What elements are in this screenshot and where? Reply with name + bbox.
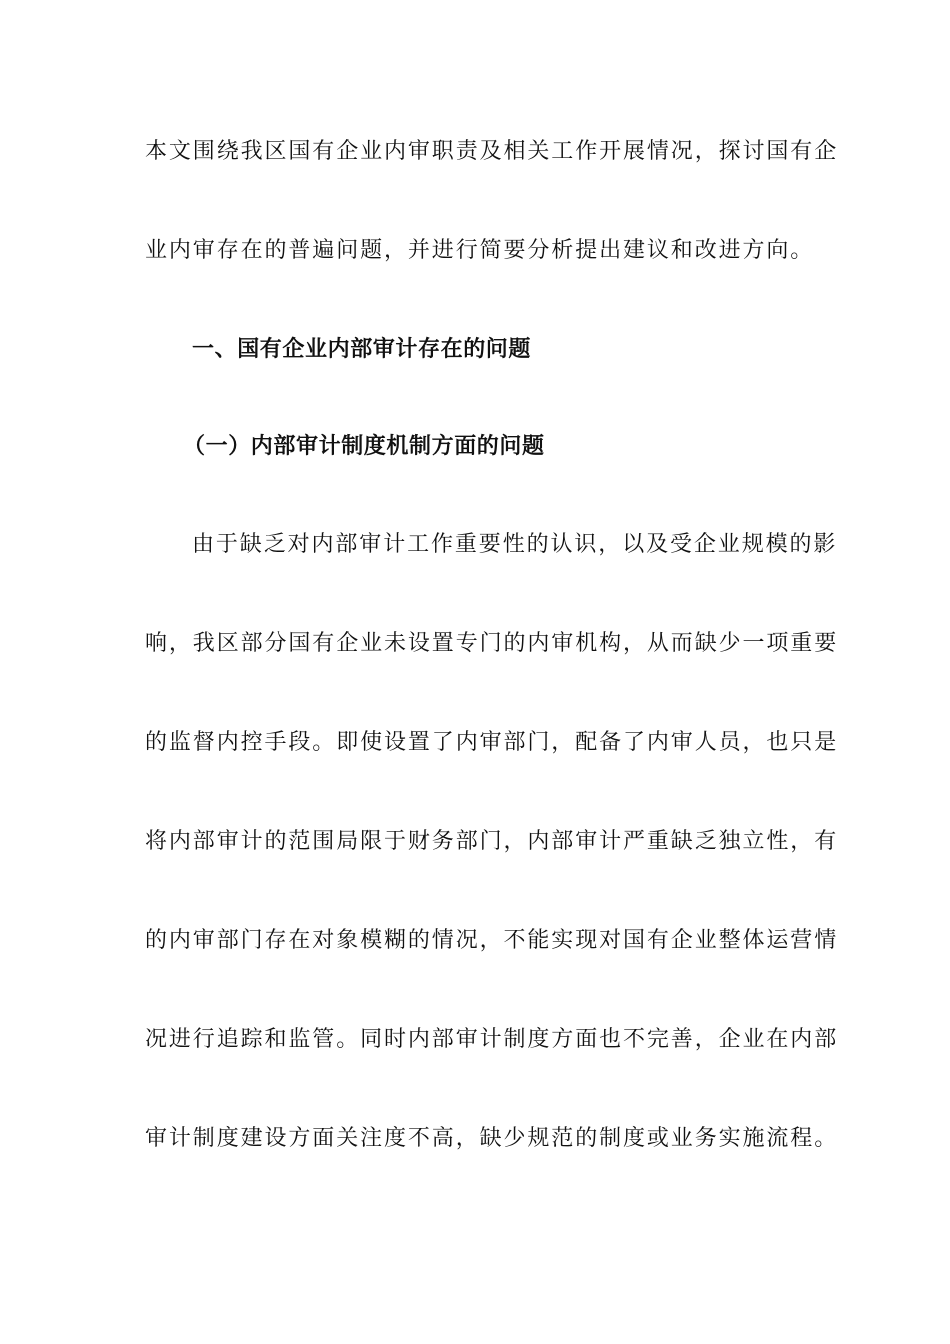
body-line-3: 的监督内控手段。即使设置了内审部门，配备了内审人员，也只是	[145, 730, 839, 755]
body-line-2: 响，我区部分国有企业未设置专门的内审机构，从而缺少一项重要	[145, 631, 839, 656]
subsection-heading: （一）内部审计制度机制方面的问题	[183, 433, 545, 459]
body-line-4: 将内部审计的范围局限于财务部门，内部审计严重缺乏独立性，有	[145, 829, 839, 854]
section-heading: 一、国有企业内部审计存在的问题	[192, 336, 532, 362]
body-line-5: 的内审部门存在对象模糊的情况，不能实现对国有企业整体运营情	[145, 928, 839, 953]
body-line-1: 由于缺乏对内部审计工作重要性的认识，以及受企业规模的影	[192, 532, 838, 557]
body-line-7: 审计制度建设方面关注度不高，缺少规范的制度或业务实施流程。	[145, 1126, 839, 1151]
intro-line-1: 本文围绕我区国有企业内审职责及相关工作开展情况，探讨国有企	[145, 139, 839, 164]
intro-line-2: 业内审存在的普遍问题，并进行简要分析提出建议和改进方向。	[145, 238, 815, 263]
body-line-6: 况进行追踪和监管。同时内部审计制度方面也不完善，企业在内部	[145, 1027, 839, 1052]
